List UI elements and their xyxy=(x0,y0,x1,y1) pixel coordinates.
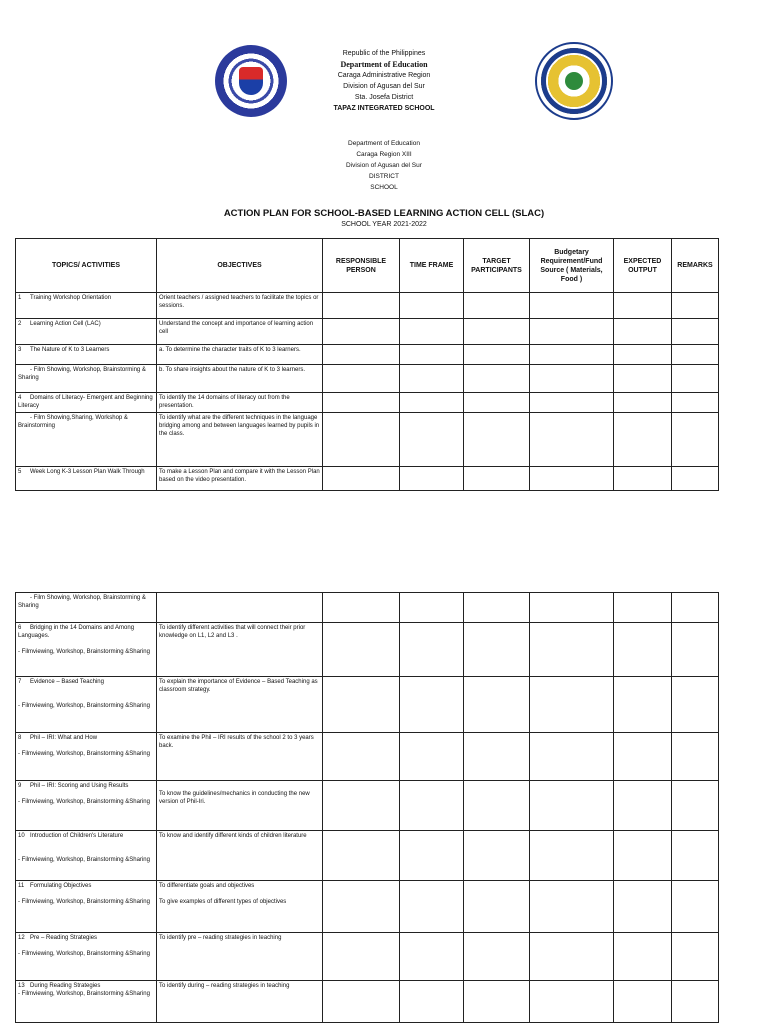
item-number: 13 xyxy=(18,983,25,989)
expected-cell[interactable] xyxy=(614,933,672,981)
responsible-cell[interactable] xyxy=(323,881,400,933)
sub-letterhead-line: DISTRICT xyxy=(369,173,399,180)
col-header-objectives: OBJECTIVES xyxy=(157,239,323,293)
objective-cell: b. To share insights about the nature of K to 3 learners. xyxy=(157,365,323,393)
budget-cell[interactable] xyxy=(530,293,614,319)
table-row xyxy=(16,393,719,413)
item-number: 11 xyxy=(18,883,25,889)
table-row xyxy=(16,365,719,393)
responsible-cell[interactable] xyxy=(323,733,400,781)
target-cell[interactable] xyxy=(464,933,530,981)
remarks-cell[interactable] xyxy=(672,781,719,831)
budget-cell[interactable] xyxy=(530,365,614,393)
expected-cell[interactable] xyxy=(614,781,672,831)
target-cell[interactable] xyxy=(464,677,530,733)
sub-letterhead-line: Department of Education xyxy=(348,140,420,147)
target-cell[interactable] xyxy=(464,393,530,413)
action-plan-table-page2 xyxy=(15,592,719,1023)
budget-cell[interactable] xyxy=(530,319,614,345)
table-row xyxy=(16,623,719,677)
item-number: 7 xyxy=(18,679,22,685)
table-row xyxy=(16,981,719,1023)
letterhead-school: TAPAZ INTEGRATED SCHOOL xyxy=(333,105,435,112)
letterhead-line: Sta. Josefa District xyxy=(354,94,414,101)
item-number: 2 xyxy=(18,321,22,327)
remarks-cell[interactable] xyxy=(672,393,719,413)
topic-text: Training Workshop Orientation xyxy=(30,295,112,301)
objective-cell xyxy=(157,593,323,623)
target-cell[interactable] xyxy=(464,781,530,831)
topic-text: Week Long K-3 Lesson Plan Walk Through xyxy=(30,469,145,475)
time-frame-cell[interactable] xyxy=(400,345,464,365)
school-year: SCHOOL YEAR 2021-2022 xyxy=(341,221,427,228)
col-header-responsible: RESPONSIBLE PERSON xyxy=(323,239,400,293)
objective-cell: To examine the Phil – IRI results of the school 2 to 3 years back. xyxy=(157,733,323,781)
time-frame-cell[interactable] xyxy=(400,933,464,981)
objective-cell: To identify pre – reading strategies in teaching xyxy=(157,933,323,981)
objective-cell: To identify during – reading strategies in teaching xyxy=(157,981,323,1023)
topic-text: Formulating Objectives - Filmviewing, Workshop, Brainstorming &Sharing xyxy=(18,883,150,905)
time-frame-cell[interactable] xyxy=(400,393,464,413)
item-number: 8 xyxy=(18,735,22,741)
expected-cell[interactable] xyxy=(614,733,672,781)
time-frame-cell[interactable] xyxy=(400,781,464,831)
target-cell[interactable] xyxy=(464,593,530,623)
target-cell[interactable] xyxy=(464,881,530,933)
expected-cell[interactable] xyxy=(614,319,672,345)
time-frame-cell[interactable] xyxy=(400,293,464,319)
remarks-cell[interactable] xyxy=(672,319,719,345)
expected-cell[interactable] xyxy=(614,981,672,1023)
remarks-cell[interactable] xyxy=(672,623,719,677)
target-cell[interactable] xyxy=(464,413,530,467)
document-title: ACTION PLAN FOR SCHOOL-BASED LEARNING ACTION CELL (SLAC) xyxy=(223,208,545,219)
time-frame-cell[interactable] xyxy=(400,623,464,677)
expected-cell[interactable] xyxy=(614,293,672,319)
time-frame-cell[interactable] xyxy=(400,733,464,781)
table-body-page2 xyxy=(16,593,719,1023)
item-number: 12 xyxy=(18,935,25,941)
topic-cell xyxy=(16,933,157,981)
target-cell[interactable] xyxy=(464,623,530,677)
col-header-budget: Budgetary Requirement/Fund Source ( Materials, Food ) xyxy=(530,239,614,293)
expected-cell[interactable] xyxy=(614,345,672,365)
item-number: 4 xyxy=(18,395,22,401)
table-body-page1 xyxy=(16,293,719,491)
topic-cell xyxy=(16,393,157,413)
expected-cell[interactable] xyxy=(614,413,672,467)
budget-cell[interactable] xyxy=(530,881,614,933)
responsible-cell[interactable] xyxy=(323,781,400,831)
topic-text: Bridging in the 14 Domains and Among Languages. - Filmviewing, Workshop, Brainstorming &Sharing xyxy=(18,625,150,655)
responsible-cell[interactable] xyxy=(323,345,400,365)
objective-cell: To know the guidelines/mechanics in conducting the new version of Phil-Iri. xyxy=(157,781,323,831)
budget-cell[interactable] xyxy=(530,981,614,1023)
budget-cell[interactable] xyxy=(530,781,614,831)
col-header-time-frame: TIME FRAME xyxy=(400,239,464,293)
topic-cell xyxy=(16,781,157,831)
objective-cell: Orient teachers / assigned teachers to facilitate the topics or sessions. xyxy=(157,293,323,319)
budget-cell[interactable] xyxy=(530,623,614,677)
item-number: 9 xyxy=(18,783,22,789)
responsible-cell[interactable] xyxy=(323,365,400,393)
budget-cell[interactable] xyxy=(530,733,614,781)
expected-cell[interactable] xyxy=(614,677,672,733)
budget-cell[interactable] xyxy=(530,831,614,881)
col-header-target: TARGET PARTICIPANTS xyxy=(464,239,530,293)
objective-cell: To explain the importance of Evidence – Based Teaching as classroom strategy. xyxy=(157,677,323,733)
responsible-cell[interactable] xyxy=(323,293,400,319)
table-row xyxy=(16,593,719,623)
target-cell[interactable] xyxy=(464,293,530,319)
topic-cell xyxy=(16,365,157,393)
remarks-cell[interactable] xyxy=(672,467,719,491)
target-cell[interactable] xyxy=(464,319,530,345)
col-header-expected: EXPECTED OUTPUT xyxy=(614,239,672,293)
expected-cell[interactable] xyxy=(614,831,672,881)
remarks-cell[interactable] xyxy=(672,413,719,467)
budget-cell[interactable] xyxy=(530,393,614,413)
responsible-cell[interactable] xyxy=(323,677,400,733)
target-cell[interactable] xyxy=(464,365,530,393)
remarks-cell[interactable] xyxy=(672,733,719,781)
remarks-cell[interactable] xyxy=(672,881,719,933)
letterhead-line: Republic of the Philippines xyxy=(342,50,426,57)
topic-cell xyxy=(16,881,157,933)
remarks-cell[interactable] xyxy=(672,677,719,733)
objective-cell: To differentiate goals and objectives To give examples of different types of objectives xyxy=(157,881,323,933)
budget-cell[interactable] xyxy=(530,467,614,491)
expected-cell[interactable] xyxy=(614,467,672,491)
expected-cell[interactable] xyxy=(614,365,672,393)
remarks-cell[interactable] xyxy=(672,293,719,319)
objective-cell: To make a Lesson Plan and compare it with the Lesson Plan based on the video presentation. xyxy=(157,467,323,491)
objective-cell: To identify different activities that will connect their prior knowledge on L1, L2 and L3 . xyxy=(157,623,323,677)
item-number: 6 xyxy=(18,625,22,631)
topic-cell xyxy=(16,319,157,345)
expected-cell[interactable] xyxy=(614,623,672,677)
topic-text: Learning Action Cell (LAC) xyxy=(30,321,101,327)
responsible-cell[interactable] xyxy=(323,831,400,881)
expected-cell[interactable] xyxy=(614,881,672,933)
time-frame-cell[interactable] xyxy=(400,677,464,733)
topic-text: Pre – Reading Strategies - Filmviewing, Workshop, Brainstorming &Sharing xyxy=(18,935,150,957)
time-frame-cell[interactable] xyxy=(400,365,464,393)
topic-text: The Nature of K to 3 Learners xyxy=(30,347,110,353)
budget-cell[interactable] xyxy=(530,413,614,467)
table-row xyxy=(16,733,719,781)
table-row xyxy=(16,413,719,467)
budget-cell[interactable] xyxy=(530,345,614,365)
target-cell[interactable] xyxy=(464,467,530,491)
remarks-cell[interactable] xyxy=(672,981,719,1023)
table-row xyxy=(16,467,719,491)
item-number: 10 xyxy=(18,833,25,839)
objective-cell: a. To determine the character traits of K to 3 learners. xyxy=(157,345,323,365)
topic-text: - Film Showing,Sharing, Workshop & Brainstorming xyxy=(18,415,128,429)
target-cell[interactable] xyxy=(464,733,530,781)
table-row xyxy=(16,933,719,981)
time-frame-cell[interactable] xyxy=(400,319,464,345)
time-frame-cell[interactable] xyxy=(400,831,464,881)
topic-text: Phil – IRI: Scoring and Using Results - Filmviewing, Workshop, Brainstorming &Sharing xyxy=(18,783,150,805)
document-title-block xyxy=(0,208,768,230)
topic-cell xyxy=(16,593,157,623)
topic-cell xyxy=(16,733,157,781)
objective-cell: To know and identify different kinds of children literature xyxy=(157,831,323,881)
responsible-cell[interactable] xyxy=(323,393,400,413)
budget-cell[interactable] xyxy=(530,593,614,623)
responsible-cell[interactable] xyxy=(323,623,400,677)
letterhead-department: Department of Education xyxy=(340,60,428,69)
topic-cell xyxy=(16,831,157,881)
letterhead-line: Division of Agusan del Sur xyxy=(343,83,425,90)
table-row xyxy=(16,781,719,831)
expected-cell[interactable] xyxy=(614,393,672,413)
remarks-cell[interactable] xyxy=(672,933,719,981)
responsible-cell[interactable] xyxy=(323,593,400,623)
expected-cell[interactable] xyxy=(614,593,672,623)
sub-letterhead-line: SCHOOL xyxy=(370,184,398,191)
time-frame-cell[interactable] xyxy=(400,881,464,933)
table-row xyxy=(16,831,719,881)
sub-letterhead-line: Caraga Region XIII xyxy=(356,151,412,158)
table-row xyxy=(16,319,719,345)
remarks-cell[interactable] xyxy=(672,831,719,881)
topic-cell xyxy=(16,413,157,467)
remarks-cell[interactable] xyxy=(672,365,719,393)
topic-text: Phil – IRI: What and How - Filmviewing, Workshop, Brainstorming &Sharing xyxy=(18,735,150,757)
table-row xyxy=(16,881,719,933)
topic-cell xyxy=(16,981,157,1023)
item-number: 5 xyxy=(18,469,22,475)
table-row xyxy=(16,345,719,365)
responsible-cell[interactable] xyxy=(323,413,400,467)
objective-cell: To identify the 14 domains of literacy out from the presentation. xyxy=(157,393,323,413)
responsible-cell[interactable] xyxy=(323,933,400,981)
item-number: 3 xyxy=(18,347,22,353)
item-number: 1 xyxy=(18,295,22,301)
topic-cell xyxy=(16,345,157,365)
objective-cell: To identify what are the different techniques in the language bridging among and between languages learned by pupils in the class. xyxy=(157,413,323,467)
topic-text: - Film Showing, Workshop, Brainstorming & Sharing xyxy=(18,367,146,381)
budget-cell[interactable] xyxy=(530,677,614,733)
time-frame-cell[interactable] xyxy=(400,467,464,491)
responsible-cell[interactable] xyxy=(323,981,400,1023)
time-frame-cell[interactable] xyxy=(400,981,464,1023)
objective-cell: Understand the concept and importance of learning action cell xyxy=(157,319,323,345)
target-cell[interactable] xyxy=(464,831,530,881)
target-cell[interactable] xyxy=(464,981,530,1023)
action-plan-table-page1 xyxy=(15,238,719,491)
time-frame-cell[interactable] xyxy=(400,413,464,467)
topic-text: Evidence – Based Teaching - Filmviewing, Workshop, Brainstorming &Sharing xyxy=(18,679,150,709)
responsible-cell[interactable] xyxy=(323,467,400,491)
remarks-cell[interactable] xyxy=(672,345,719,365)
col-header-topics: TOPICS/ ACTIVITIES xyxy=(16,239,157,293)
col-header-remarks: REMARKS xyxy=(672,239,719,293)
time-frame-cell[interactable] xyxy=(400,593,464,623)
topic-cell xyxy=(16,623,157,677)
topic-text: During Reading Strategies - Filmviewing, Workshop, Brainstorming &Sharing xyxy=(18,983,150,997)
budget-cell[interactable] xyxy=(530,933,614,981)
target-cell[interactable] xyxy=(464,345,530,365)
topic-text: Domains of Literacy- Emergent and Beginning Literacy xyxy=(18,395,153,409)
topic-text: Introduction of Children's Literature - Filmviewing, Workshop, Brainstorming &Sharing xyxy=(18,833,150,863)
letterhead xyxy=(0,48,768,114)
responsible-cell[interactable] xyxy=(323,319,400,345)
topic-cell xyxy=(16,677,157,733)
remarks-cell[interactable] xyxy=(672,593,719,623)
letterhead-line: Caraga Administrative Region xyxy=(337,72,431,79)
sub-letterhead-line: Division of Agusan del Sur xyxy=(346,162,422,169)
topic-cell xyxy=(16,293,157,319)
topic-text: - Film Showing, Workshop, Brainstorming & Sharing xyxy=(18,595,146,609)
table-row xyxy=(16,293,719,319)
sub-letterhead xyxy=(0,138,768,193)
table-row xyxy=(16,677,719,733)
topic-cell xyxy=(16,467,157,491)
